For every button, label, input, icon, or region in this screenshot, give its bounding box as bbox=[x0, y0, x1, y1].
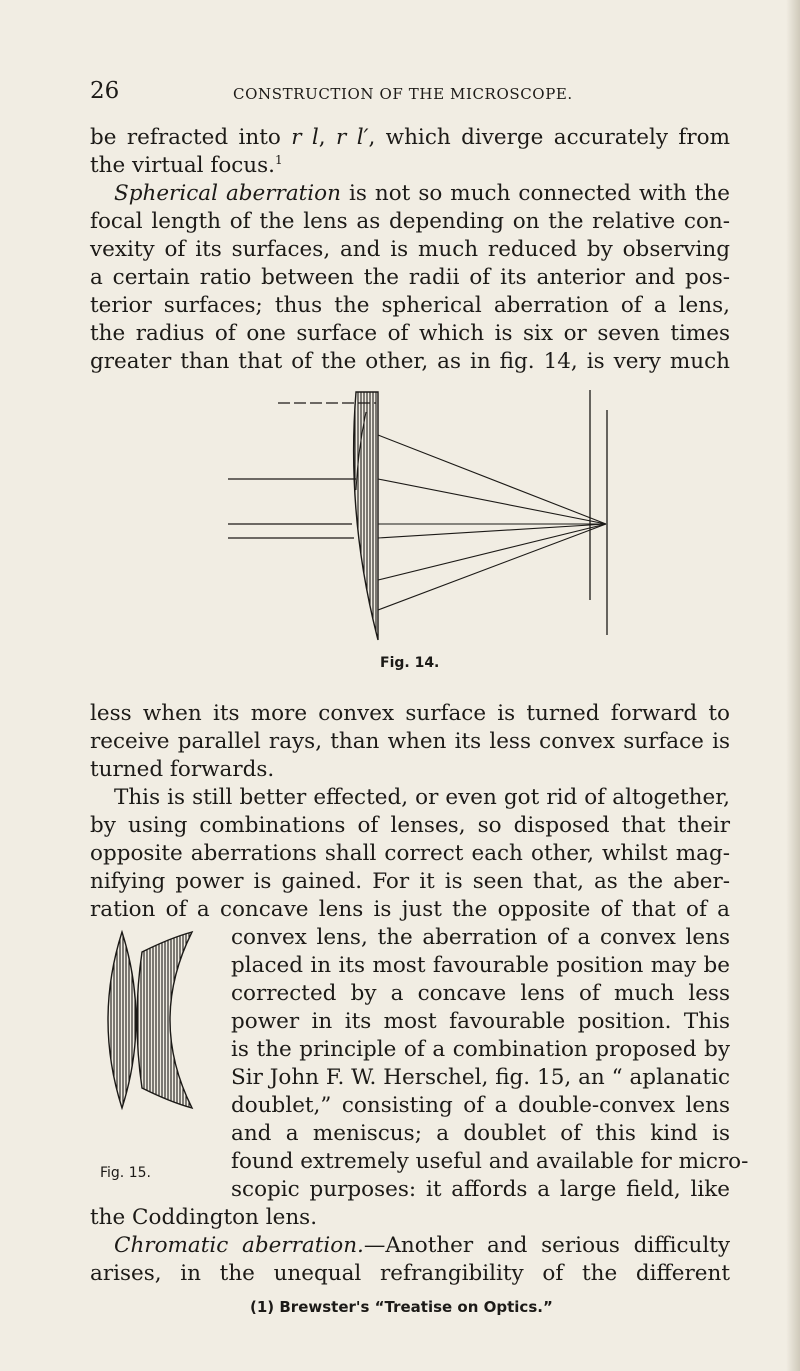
text-line: the Coddington lens. bbox=[90, 1205, 318, 1230]
ray bbox=[378, 479, 606, 524]
lens-shape bbox=[354, 392, 378, 640]
page-edge-shadow bbox=[786, 0, 800, 1371]
text-line: be refracted into r l, r l′, which diverge accurately from bbox=[90, 125, 730, 150]
page-header bbox=[90, 78, 730, 106]
text-line: turned forwards. bbox=[90, 757, 275, 782]
ray bbox=[378, 435, 606, 524]
text-line: by using combinations of lenses, so disposed that their bbox=[90, 813, 730, 838]
text-line: nifying power is gained. For it is seen that, as the aber- bbox=[90, 869, 730, 894]
text-line: power in its most favourable position. This bbox=[231, 1009, 730, 1034]
running-head: CONSTRUCTION OF THE MICROSCOPE. bbox=[233, 85, 573, 103]
text-line: doublet,” consisting of a double-convex lens bbox=[231, 1093, 730, 1118]
meniscus-lens bbox=[137, 932, 192, 1108]
text-line: the virtual focus.$^1$ bbox=[90, 153, 283, 178]
text-line: Spherical aberration is not so much connected with the bbox=[114, 181, 730, 206]
footnote: (1) Brewster's “Treatise on Optics.” bbox=[250, 1298, 553, 1316]
text-line: corrected by a concave lens of much less bbox=[231, 981, 730, 1006]
text-line: ration of a concave lens is just the opposite of that of a bbox=[90, 897, 730, 922]
fig15-caption: Fig. 15. bbox=[100, 1165, 151, 1181]
italic-term: Spherical aberration bbox=[114, 181, 341, 206]
text-line: This is still better effected, or even got rid of altogether, bbox=[114, 785, 730, 810]
text-line: is the principle of a combination proposed by bbox=[231, 1037, 730, 1062]
text-line: placed in its most favourable position may be bbox=[231, 953, 730, 978]
text-line: receive parallel rays, than when its less convex surface is bbox=[90, 729, 730, 754]
text-line: found extremely useful and available for micro- bbox=[231, 1149, 749, 1174]
text-line: and a meniscus; a doublet of this kind is bbox=[231, 1121, 730, 1146]
text-line: a certain ratio between the radii of its anterior and pos- bbox=[90, 265, 730, 290]
fig14-illustration bbox=[228, 390, 628, 635]
text-line: scopic purposes: it affords a large field, like bbox=[231, 1177, 730, 1202]
double-convex-lens bbox=[108, 932, 136, 1108]
text-line: Chromatic aberration.—Another and serious difficulty bbox=[114, 1233, 730, 1258]
text-line: less when its more convex surface is turned forward to bbox=[90, 701, 730, 726]
fig15-illustration bbox=[92, 930, 222, 1120]
ray bbox=[378, 524, 606, 580]
text-line: the radius of one surface of which is six or seven times bbox=[90, 321, 730, 346]
text-line: focal length of the lens as depending on the relative con- bbox=[90, 209, 730, 234]
fig14-caption: Fig. 14. bbox=[380, 655, 440, 671]
footnote-marker[interactable]: 1 bbox=[275, 153, 283, 167]
text-line: Sir John F. W. Herschel, fig. 15, an “ aplanatic bbox=[231, 1065, 730, 1090]
italic-term: Chromatic aberration. bbox=[114, 1233, 364, 1258]
ray bbox=[378, 524, 606, 610]
text-line: greater than that of the other, as in fig. 14, is very much bbox=[90, 349, 730, 374]
page-number: 26 bbox=[90, 78, 120, 104]
ray bbox=[378, 524, 606, 538]
text-line: arises, in the unequal refrangibility of the different bbox=[90, 1261, 730, 1286]
text-line: vexity of its surfaces, and is much reduced by observing bbox=[90, 237, 730, 262]
text-line: convex lens, the aberration of a convex lens bbox=[231, 925, 730, 950]
text-line: terior surfaces; thus the spherical aberration of a lens, bbox=[90, 293, 730, 318]
text-line: opposite aberrations shall correct each other, whilst mag- bbox=[90, 841, 730, 866]
